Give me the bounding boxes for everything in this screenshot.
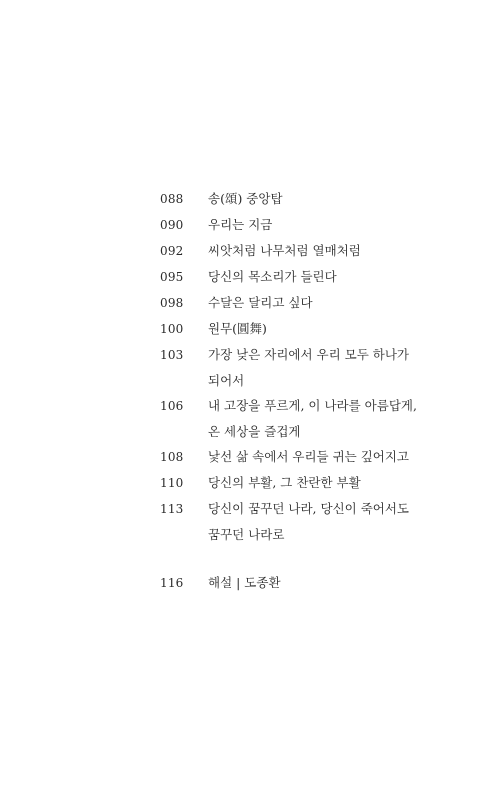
toc-entry bbox=[0, 241, 500, 261]
toc-page-number: 113 bbox=[160, 502, 184, 516]
toc-title: 우리는 지금 bbox=[208, 217, 273, 232]
toc-entry bbox=[0, 345, 500, 365]
toc-entry bbox=[0, 189, 500, 209]
toc-title: 내 고장을 푸르게, 이 나라를 아름답게, bbox=[208, 398, 417, 413]
toc-title: 송(頌) 중앙탑 bbox=[208, 191, 283, 206]
toc-title-continuation: 온 세상을 즐겁게 bbox=[208, 424, 301, 439]
toc-title: 해설 | 도종환 bbox=[208, 575, 281, 590]
toc-entry bbox=[0, 267, 500, 287]
toc-entry bbox=[0, 319, 500, 339]
toc-page-number: 116 bbox=[160, 576, 184, 590]
toc-title: 가장 낮은 자리에서 우리 모두 하나가 bbox=[208, 347, 409, 362]
toc-page-number: 103 bbox=[160, 348, 184, 362]
toc-title-continuation: 되어서 bbox=[208, 373, 245, 388]
toc-entry bbox=[0, 215, 500, 235]
toc-title: 수달은 달리고 싶다 bbox=[208, 295, 313, 310]
toc-page-number: 110 bbox=[160, 476, 184, 490]
toc-page-number: 092 bbox=[160, 244, 184, 258]
toc-page-number: 095 bbox=[160, 270, 184, 284]
toc-title: 당신의 부활, 그 찬란한 부활 bbox=[208, 475, 361, 490]
toc-title: 씨앗처럼 나무처럼 열매처럼 bbox=[208, 243, 361, 258]
toc-title: 당신이 꿈꾸던 나라, 당신이 죽어서도 bbox=[208, 501, 409, 516]
toc-page-number: 088 bbox=[160, 192, 184, 206]
toc-page-number: 106 bbox=[160, 399, 184, 413]
toc-page-number: 100 bbox=[160, 322, 184, 336]
toc-entry bbox=[0, 573, 500, 593]
toc-page-number: 108 bbox=[160, 450, 184, 464]
toc-entry-continuation bbox=[0, 371, 500, 391]
toc-entry bbox=[0, 396, 500, 416]
toc-entry bbox=[0, 447, 500, 467]
toc-page-number: 098 bbox=[160, 296, 184, 310]
toc-entry-continuation bbox=[0, 525, 500, 545]
toc-page-number: 090 bbox=[160, 218, 184, 232]
toc-entry-continuation bbox=[0, 422, 500, 442]
toc-title: 당신의 목소리가 들린다 bbox=[208, 269, 337, 284]
toc-entry bbox=[0, 499, 500, 519]
toc-title-continuation: 꿈꾸던 나라로 bbox=[208, 527, 285, 542]
toc-title: 낯선 삶 속에서 우리들 귀는 깊어지고 bbox=[208, 449, 409, 464]
toc-title: 원무(圓舞) bbox=[208, 321, 267, 336]
toc-entry bbox=[0, 473, 500, 493]
toc-entry bbox=[0, 293, 500, 313]
